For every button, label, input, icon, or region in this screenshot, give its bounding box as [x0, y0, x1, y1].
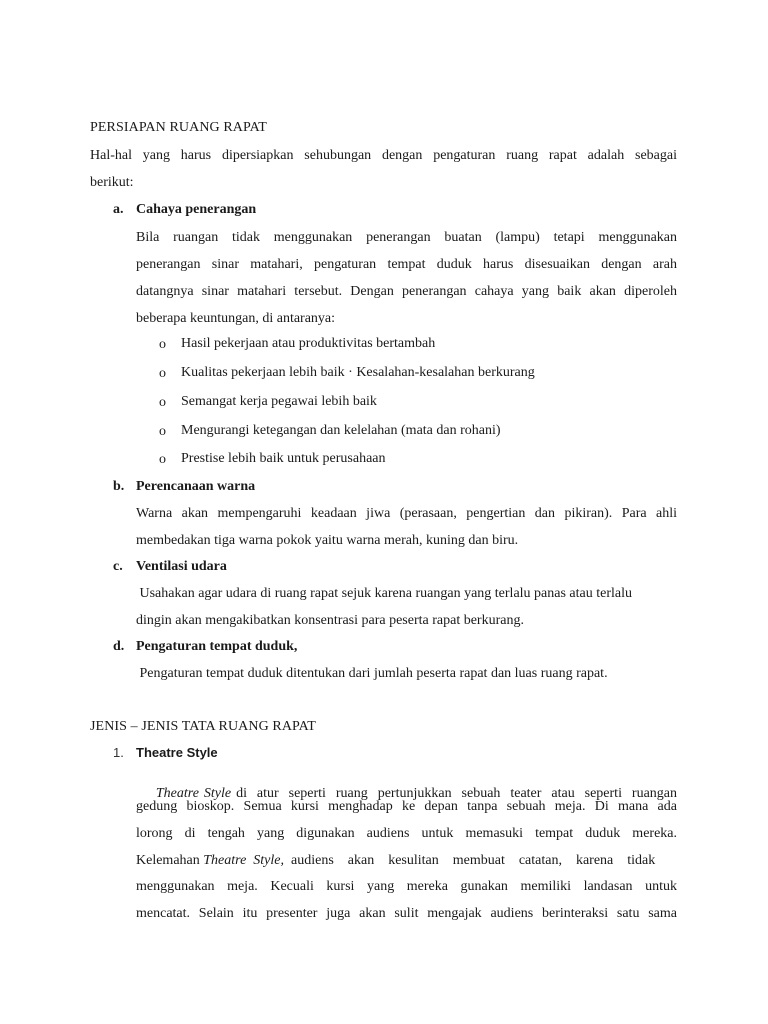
item-c-body-1: Usahakan agar udara di ruang rapat sejuk karena ruangan yang terlalu panas atau terlalu	[136, 586, 632, 601]
item-a-body-4: beberapa keuntungan, di antaranya:	[136, 311, 336, 326]
intro-line-1: Hal-hal yang harus dipersiapkan sehubungan dengan pengaturan ruang rapat adalah sebagai	[90, 148, 677, 163]
item-1-line-2: gedung bioskop. Semua kursi menghadap ke depan tanpa sebuah meja. Di mana ada	[136, 799, 677, 814]
item-1-line-4	[136, 854, 677, 868]
item-1-line-1-rest: di atur seperti ruang pertunjukkan sebuah teater atau seperti ruangan	[231, 786, 677, 801]
item-b-marker: b.	[113, 479, 125, 494]
item-1-line-4-italic: Theatre Style,	[203, 853, 284, 868]
item-1-line-6: mencatat. Selain itu presenter juga akan sulit mengajak audiens berinteraksi satu sama	[136, 906, 677, 921]
section-title-persiapan: PERSIAPAN RUANG RAPAT	[90, 120, 267, 135]
item-1-marker: 1.	[113, 745, 124, 760]
item-a-heading: Cahaya penerangan	[136, 202, 257, 217]
bullet-marker: o	[159, 452, 166, 467]
bullet-marker: o	[159, 366, 166, 381]
bullet-item-1: Hasil pekerjaan atau produktivitas bertambah	[181, 336, 436, 351]
item-d-heading: Pengaturan tempat duduk,	[136, 639, 298, 654]
item-d-marker: d.	[113, 639, 125, 654]
item-1-line-3: lorong di tengah yang digunakan audiens untuk memasuki tempat duduk mereka.	[136, 826, 677, 841]
section-title-jenis: JENIS – JENIS TATA RUANG RAPAT	[90, 719, 316, 734]
item-b-heading: Perencanaan warna	[136, 479, 256, 494]
item-c-marker: c.	[113, 559, 123, 574]
item-c-body-2: dingin akan mengakibatkan konsentrasi para peserta rapat berkurang.	[136, 613, 524, 628]
bullet-item-4: Mengurangi ketegangan dan kelelahan (mata dan rohani)	[181, 423, 501, 438]
item-b-body-1: Warna akan mempengaruhi keadaan jiwa (perasaan, pengertian dan pikiran). Para ahli	[136, 506, 677, 521]
item-1-line-4-lead: Kelemahan	[136, 853, 204, 868]
bullet-item-3: Semangat kerja pegawai lebih baik	[181, 394, 377, 409]
item-a-marker: a.	[113, 202, 124, 217]
item-a-body-3: datangnya sinar matahari tersebut. Dengan penerangan cahaya yang baik akan diperoleh	[136, 284, 677, 299]
item-b-body-2: membedakan tiga warna pokok yaitu warna merah, kuning dan biru.	[136, 533, 519, 548]
item-a-body-1: Bila ruangan tidak menggunakan penerangan buatan (lampu) tetapi menggunakan	[136, 230, 677, 245]
item-1-line-5: menggunakan meja. Kecuali kursi yang mereka gunakan memiliki landasan untuk	[136, 879, 677, 894]
bullet-marker: o	[159, 424, 166, 439]
item-1-heading: Theatre Style	[136, 745, 218, 760]
item-a-body-2: penerangan sinar matahari, pengaturan tempat duduk harus disesuaikan dengan arah	[136, 257, 677, 272]
item-1-line-4-rest: audiens akan kesulitan membuat catatan, karena tidak	[284, 853, 656, 868]
item-d-body-1: Pengaturan tempat duduk ditentukan dari jumlah peserta rapat dan luas ruang rapat.	[136, 666, 608, 681]
item-1-line-1-italic: Theatre Style	[155, 786, 232, 801]
intro-line-2: berikut:	[90, 175, 134, 190]
bullet-item-2: Kualitas pekerjaan lebih baik · Kesalahan-kesalahan berkurang	[181, 365, 535, 380]
item-c-heading: Ventilasi udara	[136, 559, 227, 574]
bullet-marker: o	[159, 395, 166, 410]
bullet-item-5: Prestise lebih baik untuk perusahaan	[181, 451, 386, 466]
bullet-marker: o	[159, 337, 166, 352]
